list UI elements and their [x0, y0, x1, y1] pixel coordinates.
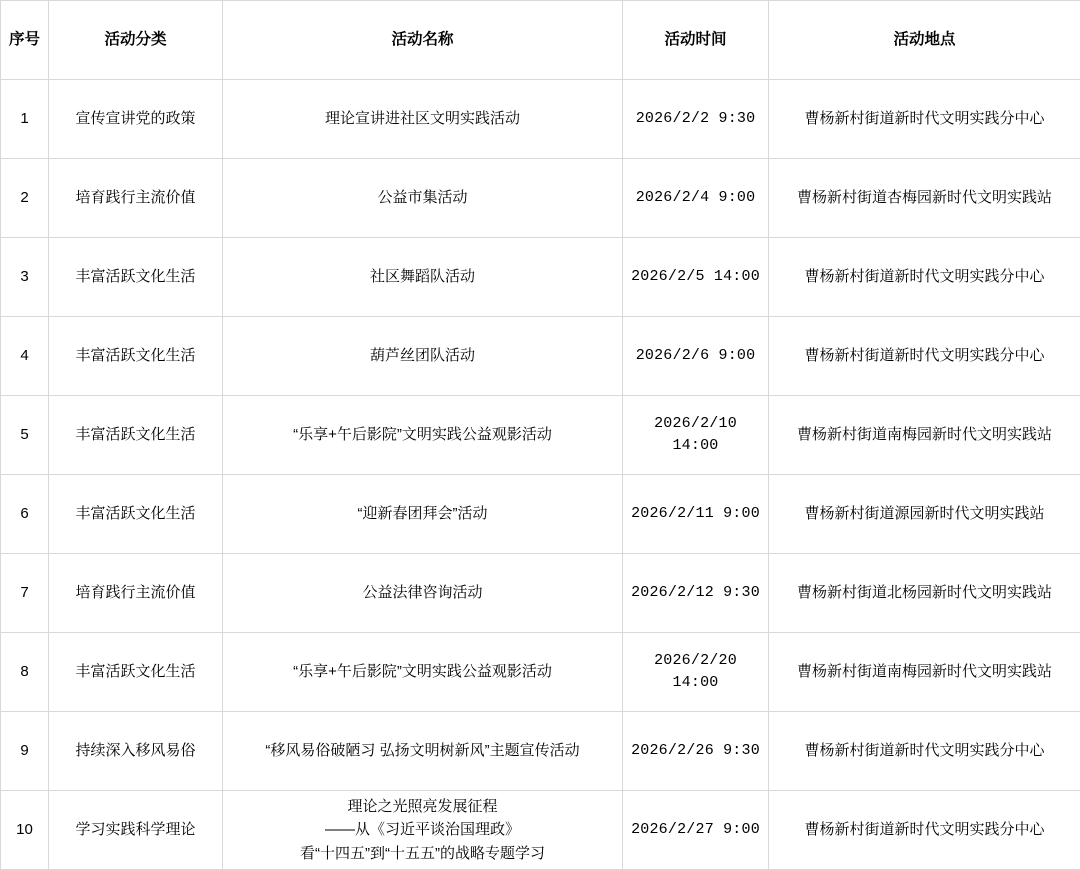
cell-place: 曹杨新村街道新时代文明实践分中心: [769, 80, 1080, 159]
cell-index: 5: [1, 396, 49, 475]
cell-name: [223, 791, 623, 870]
cell-name: [223, 554, 623, 633]
cell-index: 10: [1, 791, 49, 870]
cell-time: 2026/2/20 14:00: [623, 633, 769, 712]
table-row: [1, 80, 1080, 159]
cell-place: 曹杨新村街道北杨园新时代文明实践站: [769, 554, 1080, 633]
cell-index: 3: [1, 238, 49, 317]
cell-name: [223, 159, 623, 238]
cell-time: 2026/2/11 9:00: [623, 475, 769, 554]
cell-time: 2026/2/26 9:30: [623, 712, 769, 791]
cell-index: 6: [1, 475, 49, 554]
cell-name-line: “迎新春团拜会”活动: [231, 503, 614, 526]
cell-place: 曹杨新村街道南梅园新时代文明实践站: [769, 633, 1080, 712]
table-row: [1, 633, 1080, 712]
cell-category: 丰富活跃文化生活: [49, 633, 223, 712]
cell-name: [223, 80, 623, 159]
cell-time: 2026/2/5 14:00: [623, 238, 769, 317]
cell-time: 2026/2/12 9:30: [623, 554, 769, 633]
cell-name-line: ——从《习近平谈治国理政》: [231, 818, 614, 841]
cell-time: 2026/2/4 9:00: [623, 159, 769, 238]
cell-name: [223, 317, 623, 396]
cell-time: 2026/2/10 14:00: [623, 396, 769, 475]
cell-name-line: 社区舞蹈队活动: [231, 266, 614, 289]
cell-place: 曹杨新村街道新时代文明实践分中心: [769, 712, 1080, 791]
cell-name-line: 公益市集活动: [231, 187, 614, 210]
cell-category: 培育践行主流价值: [49, 554, 223, 633]
cell-category: 丰富活跃文化生活: [49, 238, 223, 317]
cell-category: 培育践行主流价值: [49, 159, 223, 238]
cell-category: 持续深入移风易俗: [49, 712, 223, 791]
cell-place: 曹杨新村街道南梅园新时代文明实践站: [769, 396, 1080, 475]
cell-name-line: “乐享+午后影院”文明实践公益观影活动: [231, 661, 614, 684]
cell-name: [223, 396, 623, 475]
column-header-name: 活动名称: [223, 1, 623, 80]
cell-time: 2026/2/6 9:00: [623, 317, 769, 396]
cell-name-line: 公益法律咨询活动: [231, 582, 614, 605]
cell-place: 曹杨新村街道新时代文明实践分中心: [769, 238, 1080, 317]
column-header-place: 活动地点: [769, 1, 1080, 80]
cell-category: 丰富活跃文化生活: [49, 475, 223, 554]
table-row: [1, 475, 1080, 554]
cell-index: 8: [1, 633, 49, 712]
cell-index: 1: [1, 80, 49, 159]
cell-name: [223, 712, 623, 791]
cell-name-line: 理论宣讲进社区文明实践活动: [231, 108, 614, 131]
cell-index: 9: [1, 712, 49, 791]
table-body: [1, 80, 1080, 870]
column-header-time: 活动时间: [623, 1, 769, 80]
table-row: [1, 554, 1080, 633]
cell-place: 曹杨新村街道新时代文明实践分中心: [769, 791, 1080, 870]
column-header-category: 活动分类: [49, 1, 223, 80]
cell-name: [223, 475, 623, 554]
cell-index: 2: [1, 159, 49, 238]
cell-category: 丰富活跃文化生活: [49, 317, 223, 396]
cell-name-line: “移风易俗破陋习 弘扬文明树新风”主题宣传活动: [231, 740, 614, 763]
cell-name-line: 理论之光照亮发展征程: [231, 795, 614, 818]
cell-time: 2026/2/27 9:00: [623, 791, 769, 870]
table-row: [1, 159, 1080, 238]
cell-place: 曹杨新村街道杏梅园新时代文明实践站: [769, 159, 1080, 238]
table-row: [1, 396, 1080, 475]
column-header-index: 序号: [1, 1, 49, 80]
cell-name: [223, 633, 623, 712]
cell-name-line: 看“十四五”到“十五五”的战略专题学习: [231, 842, 614, 865]
cell-name-line: “乐享+午后影院”文明实践公益观影活动: [231, 424, 614, 447]
table-row: [1, 317, 1080, 396]
cell-name-line: 葫芦丝团队活动: [231, 345, 614, 368]
cell-category: 宣传宣讲党的政策: [49, 80, 223, 159]
table-row: [1, 791, 1080, 870]
cell-place: 曹杨新村街道新时代文明实践分中心: [769, 317, 1080, 396]
cell-index: 4: [1, 317, 49, 396]
table-header-row: [1, 1, 1080, 80]
table-row: [1, 712, 1080, 791]
cell-index: 7: [1, 554, 49, 633]
cell-place: 曹杨新村街道源园新时代文明实践站: [769, 475, 1080, 554]
table-row: [1, 238, 1080, 317]
cell-name: [223, 238, 623, 317]
cell-category: 学习实践科学理论: [49, 791, 223, 870]
cell-time: 2026/2/2 9:30: [623, 80, 769, 159]
cell-category: 丰富活跃文化生活: [49, 396, 223, 475]
